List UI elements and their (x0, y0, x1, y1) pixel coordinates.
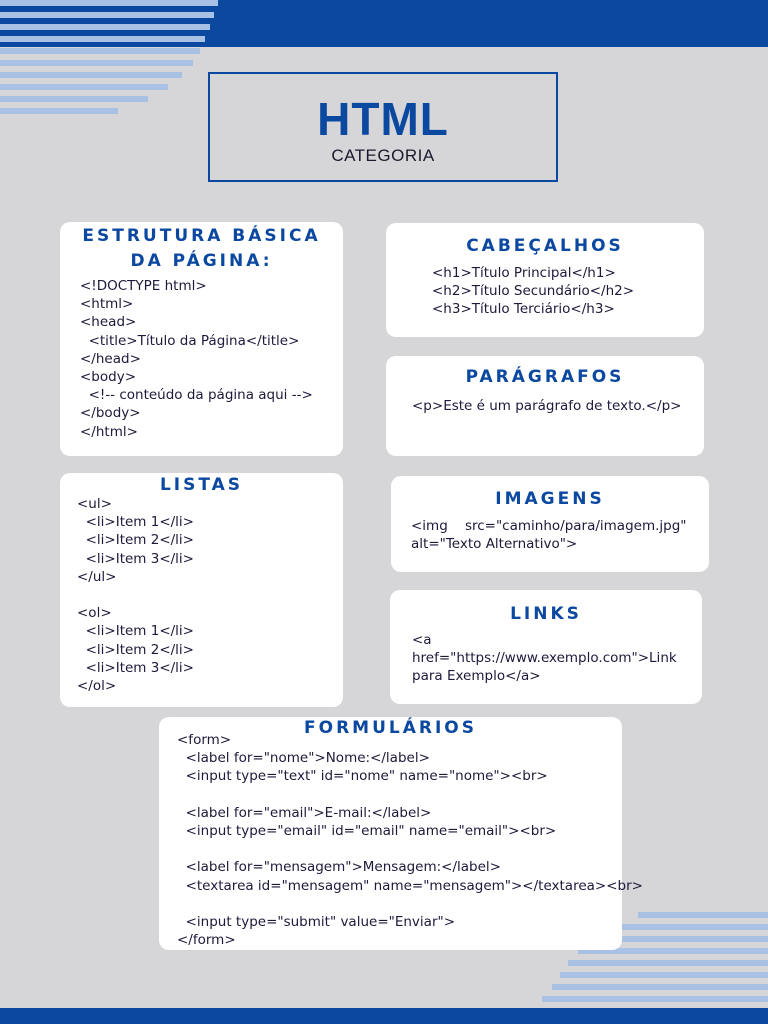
card-links (390, 590, 702, 704)
card-imagens (391, 476, 709, 572)
card-estrutura-title: ESTRUTURA BÁSICA DA PÁGINA: (82, 226, 321, 271)
card-cabecalhos-title: CABEÇALHOS (466, 236, 624, 256)
card-paragrafos-code: <p>Este é um parágrafo de texto.</p> (412, 398, 682, 414)
title-box (208, 72, 558, 182)
card-estrutura-code: <!DOCTYPE html> <html> <head> <title>Título da Página</title> </head> <body> <!-- conteúdo da página aqui --> </body> </html> (80, 278, 313, 440)
card-formularios-title: FORMULÁRIOS (304, 718, 477, 738)
card-estrutura (60, 222, 343, 456)
card-paragrafos-title: PARÁGRAFOS (465, 367, 625, 387)
card-links-code: <a href="https://www.exemplo.com">Link para Exemplo</a> (412, 632, 677, 685)
card-imagens-title: IMAGENS (495, 489, 605, 509)
card-links-title: LINKS (510, 604, 582, 624)
page-subtitle: CATEGORIA (331, 146, 435, 165)
card-formularios (159, 717, 643, 950)
card-paragrafos (386, 356, 704, 456)
card-imagens-code: <img src="caminho/para/imagem.jpg" alt="Texto Alternativo"> (411, 518, 687, 553)
bottom-bar (0, 1008, 768, 1024)
card-cabecalhos (386, 223, 704, 337)
card-formularios-code: <form> <label for="nome">Nome:</label> <input type="text" id="nome" name="nome"><br> <label for="email">E-mail:</label> <input type="email" id="email" name="email"><br> <label for="mensagem">Mensagem:</label> <textarea id="mensagem" name="mensagem"></textarea><br> <input type="submit" value="Enviar"> </form> (177, 732, 643, 949)
top-left-stripes (0, 0, 230, 120)
page-title: HTML (317, 93, 449, 145)
card-listas-title: LISTAS (159, 475, 244, 495)
card-cabecalhos-code: <h1>Título Principal</h1> <h2>Título Secundário</h2> <h3>Título Terciário</h3> (432, 265, 635, 318)
card-listas (60, 473, 343, 707)
card-listas-code: <ul> <li>Item 1</li> <li>Item 2</li> <li>Item 3</li> </ul> <ol> <li>Item 1</li> <li>Item 2</li> <li>Item 3</li> </ol> (77, 496, 194, 695)
